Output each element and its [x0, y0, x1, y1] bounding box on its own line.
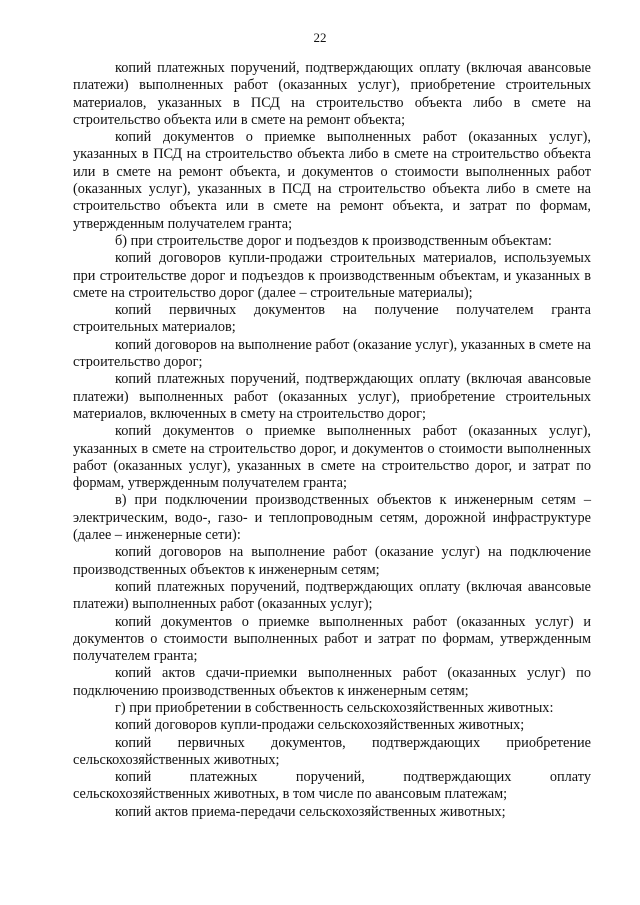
paragraph: копий платежных поручений, подтверждающих оплату (включая авансовые платежи) выполненных работ (оказанных услуг), приобретение строительных материалов, включенных в смету на строительство дорог; — [73, 371, 591, 422]
paragraph: копий платежных поручений, подтверждающих оплату (включая авансовые платежи) выполненных работ (оказанных услуг); — [73, 578, 591, 613]
paragraph: копий первичных документов на получение получателем гранта строительных материалов; — [73, 302, 591, 336]
paragraph: копий договоров на выполнение работ (оказание услуг), указанных в смете на строительство дорог; — [73, 336, 591, 371]
paragraph: копий документов о приемке выполненных работ (оказанных услуг), указанных в ПСД на строительство объекта либо в смете на строительство объекта или в смете на ремонт объекта, и документов о стоимости выполненных работ (оказанных услуг), указанных в ПСД на строительство объекта либо в смете на строительство объекта или в смете на ремонт объекта, и затрат по формам, утвержденным получателем гранта; — [73, 129, 591, 232]
paragraph: копий договоров купли-продажи строительных материалов, используемых при строительстве дорог и подъездов к производственным объектам, и указанных в смете на строительство дорог (далее – строительные материалы); — [73, 250, 591, 301]
paragraph: копий договоров на выполнение работ (оказание услуг) на подключение производственных объектов к инженерным сетям; — [73, 544, 591, 578]
document-body — [73, 60, 591, 821]
paragraph: г) при приобретении в собственность сельскохозяйственных животных: — [115, 699, 554, 716]
paragraph: б) при строительстве дорог и подъездов к производственным объектам: — [115, 232, 552, 249]
paragraph: копий документов о приемке выполненных работ (оказанных услуг) и документов о стоимости выполненных работ и затрат по формам, утвержденным получателем гранта; — [73, 613, 591, 665]
paragraph: копий платежных поручений, подтверждающих оплату сельскохозяйственных животных, в том числе по авансовым платежам; — [73, 769, 591, 803]
paragraph: копий платежных поручений, подтверждающих оплату (включая авансовые платежи) выполненных работ (оказанных услуг), приобретение строительных материалов, указанных в ПСД на строительство объекта либо в смете на строительство объекта или в смете на ремонт объекта; — [73, 60, 591, 128]
paragraph: копий актов приема-передачи сельскохозяйственных животных; — [115, 803, 506, 820]
paragraph: копий договоров купли-продажи сельскохозяйственных животных; — [115, 717, 525, 734]
page-number: 22 — [313, 30, 327, 45]
paragraph: копий актов сдачи-приемки выполненных работ (оказанных услуг) по подключению производственных объектов к инженерным сетям; — [73, 665, 591, 699]
paragraph: копий документов о приемке выполненных работ (оказанных услуг), указанных в смете на строительство дорог, и документов о стоимости выполненных работ (оказанных услуг), указанных в смете на строительство дорог, и затрат по формам, утвержденным получателем гранта; — [73, 423, 591, 492]
paragraph: копий первичных документов, подтверждающих приобретение сельскохозяйственных животных; — [73, 734, 591, 768]
paragraph: в) при подключении производственных объектов к инженерным сетям – электрическим, водо-, газо- и теплопроводным сетям, дорожной инфраструктуре (далее – инженерные сети): — [73, 492, 591, 544]
